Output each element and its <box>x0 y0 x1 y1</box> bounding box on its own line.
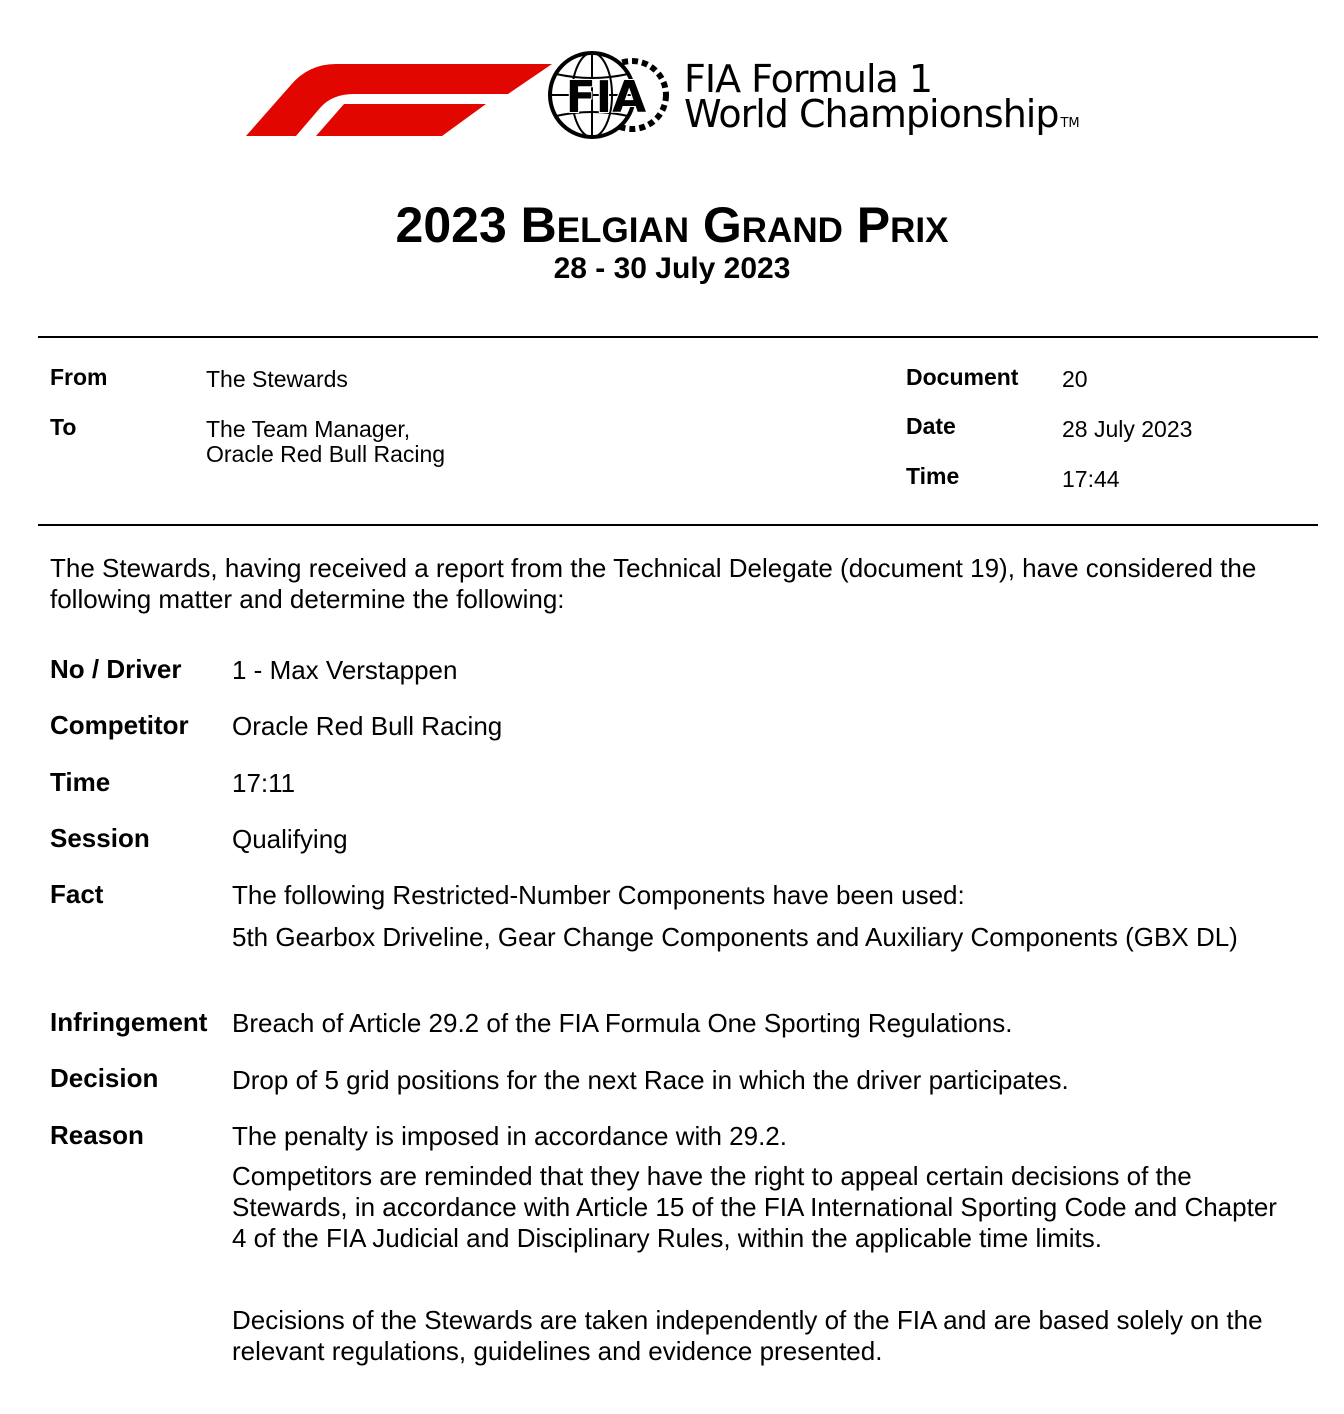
document-label: Document <box>906 364 1019 390</box>
fact-text-1: The following Restricted-Number Components have been used: <box>232 880 965 910</box>
trademark-mark: TM <box>1060 116 1080 131</box>
decision-label: Decision <box>50 1063 159 1093</box>
to-label: To <box>50 414 77 440</box>
from-value: The Stewards <box>206 366 348 392</box>
f1-logo-icon <box>246 56 552 136</box>
championship-line-1: FIA Formula 1 <box>684 57 933 101</box>
reason-label: Reason <box>50 1120 144 1150</box>
divider-top <box>38 336 1318 338</box>
to-value-line-1: The Team Manager, <box>206 416 411 442</box>
fia-logo-text: FIA <box>565 72 647 123</box>
reason-value <box>232 1121 1292 1367</box>
competitor-value: Oracle Red Bull Racing <box>232 711 503 741</box>
header-logo <box>246 50 1146 142</box>
from-label: From <box>50 364 108 390</box>
reason-text-1: The penalty is imposed in accordance with 29.2. <box>232 1121 787 1151</box>
incident-time-label: Time <box>50 767 111 797</box>
incident-time-value: 17:11 <box>232 768 296 798</box>
driver-value: 1 - Max Verstappen <box>232 655 458 685</box>
fia-logo-icon <box>544 50 670 140</box>
infringement-label: Infringement <box>50 1007 208 1037</box>
championship-name <box>684 57 1080 141</box>
date-value: 28 July 2023 <box>1062 416 1193 442</box>
divider-bottom <box>38 524 1318 526</box>
championship-line-2: World Championship <box>684 92 1059 136</box>
to-value-line-2: Oracle Red Bull Racing <box>206 441 446 467</box>
fact-value <box>232 880 1292 953</box>
document-title: 2023 Belgian Grand Prix <box>395 197 949 253</box>
infringement-value: Breach of Article 29.2 of the FIA Formula One Sporting Regulations. <box>232 1008 1013 1038</box>
fact-label: Fact <box>50 879 104 909</box>
session-value: Qualifying <box>232 824 348 854</box>
driver-label: No / Driver <box>50 654 182 684</box>
competitor-label: Competitor <box>50 710 189 740</box>
fact-text-2: 5th Gearbox Driveline, Gear Change Components and Auxiliary Components (GBX DL) <box>232 922 1238 952</box>
decision-value: Drop of 5 grid positions for the next Race in which the driver participates. <box>232 1065 1069 1095</box>
reason-text-3: Decisions of the Stewards are taken independently of the FIA and are based solely on the relevant regulations, guidelines and evidence presented. <box>232 1305 1263 1366</box>
date-label: Date <box>906 413 956 439</box>
session-label: Session <box>50 823 150 853</box>
event-dates: 28 - 30 July 2023 <box>553 252 791 285</box>
time-value: 17:44 <box>1062 466 1120 492</box>
reason-text-2: Competitors are reminded that they have the right to appeal certain decisions of the Stewards, in accordance with Article 15 of the FIA International Sporting Code and Chapter 4 of the FIA Judicial and Disciplinary Rules, within the applicable time limits. <box>232 1161 1277 1253</box>
document-number: 20 <box>1062 366 1088 392</box>
time-label: Time <box>906 463 960 489</box>
intro-paragraph: The Stewards, having received a report from the Technical Delegate (document 19), have considered the following matter and determine the following: <box>50 553 1257 614</box>
